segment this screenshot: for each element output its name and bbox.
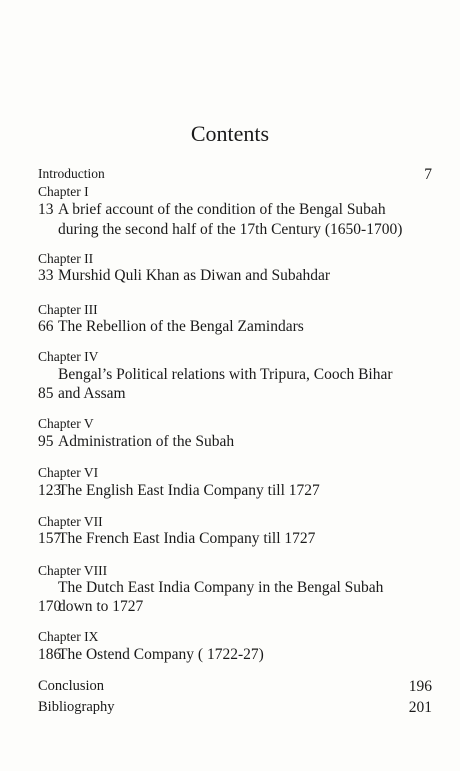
chapter-2-page: 33 [38,267,54,284]
chapter-8-title-line-2: down to 1727 [58,598,144,615]
chapter-7-heading: Chapter VII [38,514,103,529]
chapter-8-page: 170 [38,598,62,615]
chapter-9-title: The Ostend Company ( 1722-27) [58,646,264,663]
chapter-4-title-line-1: Bengal’s Political relations with Tripura, Cooch Bihar [58,366,393,383]
bibliography-label: Bibliography [38,699,115,715]
chapter-3-page: 66 [38,318,54,335]
bibliography-page: 201 [408,699,432,716]
chapter-7-page: 157 [38,530,62,547]
chapter-1-heading: Chapter I [38,184,89,199]
chapter-2-heading: Chapter II [38,251,94,266]
chapter-2-title: Murshid Quli Khan as Diwan and Subahdar [58,267,331,284]
page-title: Contents [190,121,270,146]
chapter-5-title: Administration of the Subah [58,433,235,450]
chapter-6-heading: Chapter VI [38,465,99,480]
toc-introduction [38,166,432,182]
chapter-9-page: 186 [38,646,62,663]
chapter-8-heading: Chapter VIII [38,563,108,578]
chapter-9-heading: Chapter IX [38,629,99,644]
introduction-label: Introduction [38,166,105,181]
chapter-1-title-line-2: during the second half of the 17th Century (1650-1700) [58,221,403,238]
introduction-page: 7 [424,166,432,183]
chapter-4-title-line-2: and Assam [58,385,126,402]
chapter-6-title: The English East India Company till 1727 [58,482,320,499]
toc-conclusion [38,678,432,695]
chapter-4-heading: Chapter IV [38,349,99,364]
chapter-3-heading: Chapter III [38,302,98,317]
chapter-6-page: 123 [38,482,62,499]
chapter-8-title-line-1: The Dutch East India Company in the Bengal Subah [58,579,384,596]
conclusion-label: Conclusion [38,678,105,694]
chapter-5-heading: Chapter V [38,416,94,431]
toc-bibliography [38,699,432,716]
chapter-5-page: 95 [38,433,54,450]
chapter-7-title: The French East India Company till 1727 [58,530,316,547]
chapter-4-page: 85 [38,385,54,402]
chapter-3-title: The Rebellion of the Bengal Zamindars [58,318,304,335]
chapter-1-page: 13 [38,201,54,218]
chapter-1-title-line-1: A brief account of the condition of the Bengal Subah [58,201,386,218]
conclusion-page: 196 [408,678,432,695]
